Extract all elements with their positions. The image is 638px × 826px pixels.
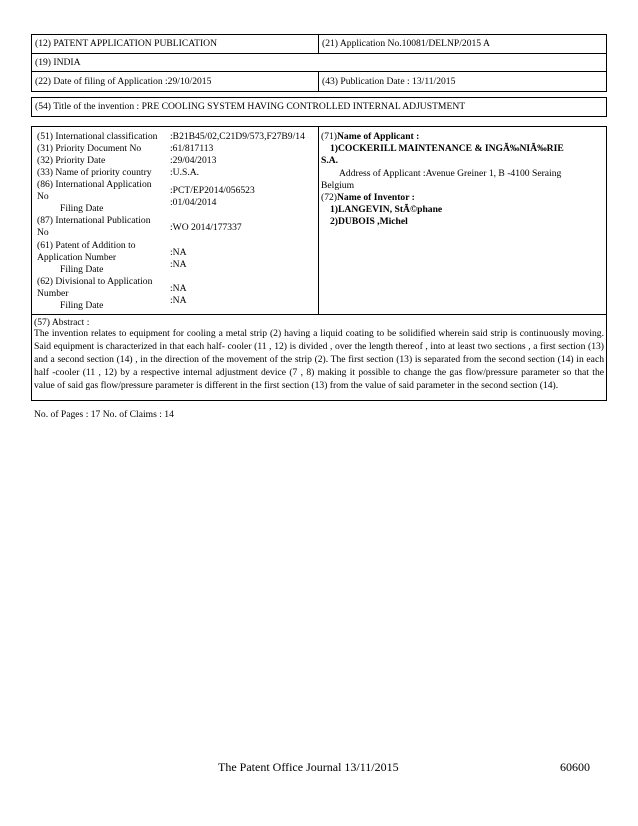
biblio-label: No (37, 191, 49, 202)
biblio-value: :B21B45/02,C21D9/573,F27B9/14 (170, 131, 305, 142)
biblio-label: Filing Date (60, 300, 104, 311)
applicant-heading (321, 131, 419, 143)
filing-date: (22) Date of filing of Application :29/10/2015 (35, 76, 212, 87)
biblio-value: :NA (170, 283, 187, 294)
biblio-label: (62) Divisional to Application (37, 276, 153, 287)
inventor-item: 2)DUBOIS ,Michel (330, 216, 408, 227)
biblio-label: Filing Date (60, 203, 104, 214)
journal-footer: The Patent Office Journal 13/11/2015 (218, 760, 399, 774)
invention-title: (54) Title of the invention : PRE COOLING SYSTEM HAVING CONTROLLED INTERNAL ADJUSTMENT (35, 101, 466, 112)
biblio-label: Filing Date (60, 264, 104, 275)
applicant-address-cont: Belgium (321, 180, 355, 191)
publication-type: (12) PATENT APPLICATION PUBLICATION (35, 38, 218, 49)
biblio-label: (86) International Application (37, 179, 152, 190)
details-column-divider (318, 126, 319, 314)
biblio-value: :NA (170, 295, 187, 306)
inventor-heading (321, 192, 415, 204)
biblio-value: :NA (170, 247, 187, 258)
header-divider (31, 71, 607, 72)
biblio-value: :U.S.A. (170, 167, 200, 178)
applicant-name-cont: S.A. (321, 155, 339, 166)
biblio-value: :PCT/EP2014/056523 (170, 185, 255, 196)
inventor-item: 1)LANGEVIN, StÃ©phane (330, 204, 443, 215)
abstract-text: The invention relates to equipment for cooling a metal strip (2) having a liquid coating to be solidified wherein said strip is continuously moving. Said equipment is characterized in that each half- cooler (11 , 12) is divided , over the length thereof , into at least two sections , a first section (13) and a second section (14) , in the direction of the movement of the strip (2). The first section (13) is separated from the second section (14) in each half -cooler (11 , 12) by a respective internal adjustment device (7 , 8) making it possible to change the gas flow/pressure parameter so that the value of said gas flow/pressure parameter is different in the first section (13) from the value of said parameter in the second section (14). (34, 328, 604, 391)
biblio-label: Application Number (37, 252, 117, 263)
publication-date: (43) Publication Date : 13/11/2015 (322, 76, 456, 87)
header-column-divider (318, 34, 319, 53)
biblio-value: :WO 2014/177337 (170, 222, 242, 233)
biblio-label: (61) Patent of Addition to (37, 240, 136, 251)
biblio-value: :29/04/2013 (170, 155, 217, 166)
biblio-label: Number (37, 288, 69, 299)
applicant-heading-prefix: (71) (321, 131, 337, 142)
biblio-value: :NA (170, 259, 187, 270)
header-divider (31, 53, 607, 54)
applicant-heading-label: Name of Applicant : (336, 131, 420, 142)
biblio-label: (33) Name of priority country (37, 167, 152, 178)
header-column-divider (318, 71, 319, 92)
biblio-label: (87) International Publication (37, 215, 151, 226)
country: (19) INDIA (35, 57, 81, 68)
page-number: 60600 (560, 760, 590, 774)
application-number: (21) Application No.10081/DELNP/2015 A (322, 38, 490, 49)
biblio-label: (51) International classification (37, 131, 158, 142)
inventor-heading-prefix: (72) (321, 192, 337, 203)
abstract-divider (31, 314, 607, 315)
applicant-address: Address of Applicant :Avenue Greiner 1, B -4100 Seraing (339, 168, 562, 179)
biblio-value: :01/04/2014 (170, 197, 217, 208)
inventor-heading-label: Name of Inventor : (336, 192, 415, 203)
biblio-label: (32) Priority Date (37, 155, 106, 166)
biblio-label: No (37, 227, 49, 238)
abstract-heading: (57) Abstract : (34, 317, 90, 328)
pages-claims: No. of Pages : 17 No. of Claims : 14 (34, 409, 174, 420)
biblio-label: (31) Priority Document No (37, 143, 142, 154)
biblio-value: :61/817113 (170, 143, 214, 154)
applicant-name: 1)COCKERILL MAINTENANCE & INGÃ‰NIÃ‰RIE (330, 143, 564, 154)
